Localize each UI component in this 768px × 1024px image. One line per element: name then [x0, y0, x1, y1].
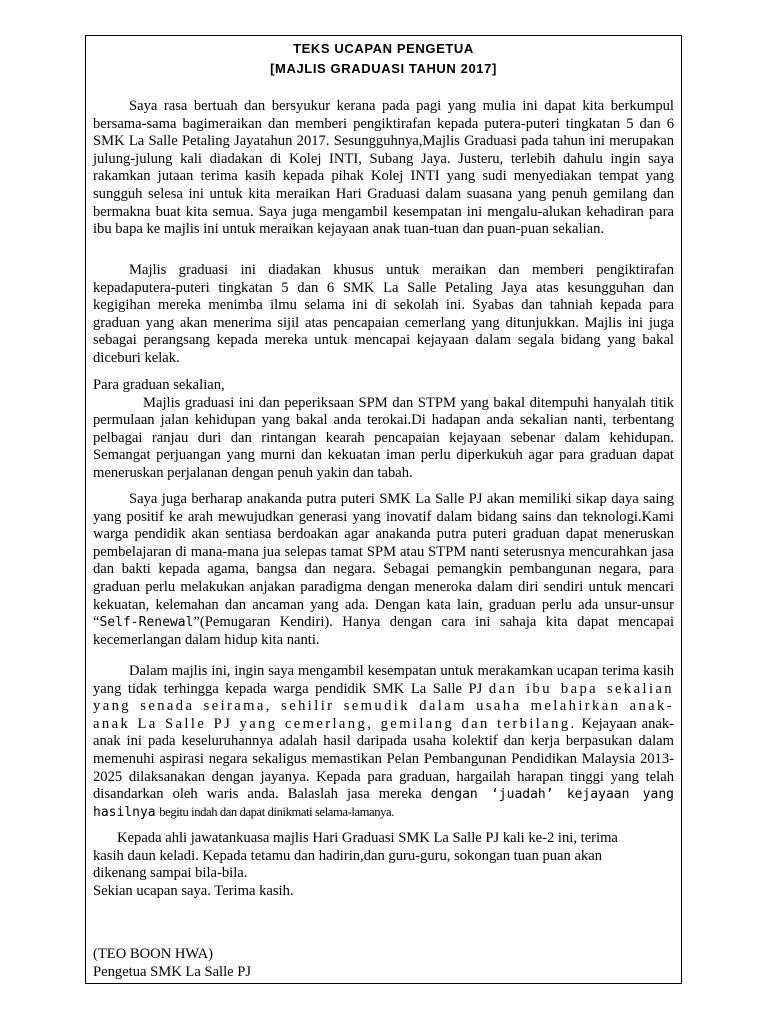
paragraph-3-body: Majlis graduasi ini dan peperiksaan SPM dan STPM yang bakal ditempuhi hanyalah titik permulaan jalan kehidupan yang bakal anda terokai.Di hadapan anda sekalian nanti, terbentang pelbagai ranjau duri dan rintangan kearah pencapaian kejayaan sebenar dalam kehidupan. Semangat perjuangan yang murni dan kekuatan iman perlu diperkukuh agar para graduan dapat meneruskan perjalanan dengan penuh yakin dan tabah.: [93, 394, 674, 481]
paragraph-1: Saya rasa bertuah dan bersyukur kerana pada pagi yang mulia ini dapat kita berkumpul bersama-sama bagimeraikan dan memberi pengiktirafan kepada putera-puteri tingkatan 5 dan 6 SMK La Salle Petaling Jayatahun 2017. Sesungguhnya,Majlis Graduasi pada tahun ini merupakan julung-julung kali diadakan di Kolej INTI, Subang Jaya. Justeru, terlebih dahulu ingin saya rakamkan jutaan terima kasih kepada pihak Kolej INTI yang sudi menyediakan tempat yang sungguh selesa ini untuk kita meraikan Hari Graduasi dalam suasana yang penuh gemilang dan bermakna buat kita semua. Saya juga mengambil kesempatan ini mengalu-alukan kehadiran para ibu bapa ke majlis ini untuk meraikan kejayaan anak tuan-tuan dan puan-puan sekalian.: [93, 98, 674, 238]
paragraph-5-spaced: dan ibu bapa sekalian yang senada seirama, sehilir semudik dalam usaha melahirkan anak-anak La Salle PJ yang cemerlang, gemilang dan terbilang.: [93, 680, 674, 732]
paragraph-6: [93, 830, 674, 900]
paragraph-5-mono: dengan ‘juadah’ kejayaan yang hasilnya: [93, 787, 674, 820]
paragraph-6-line-4: Sekian ucapan saya. Terima kasih.: [93, 882, 294, 899]
signature-title: Pengetua SMK La Salle PJ: [93, 963, 252, 980]
paragraph-4-text-a: Saya juga berharap anakanda putra puteri SMK La Salle PJ akan memiliki sikap daya saing yang positif ke arah mewujudkan generasi yang inovatif dalam bidang sains dan teknologi.Kami warga pendidik akan sentiasa berdoakan agar anakanda putra puteri graduan dapat meneruskan pembelajaran di mana-mana jua selepas tamat SPM atau STPM nanti seterusnya mencurahkan jasa dan bakti kepada agama, bangsa dan negara. Sebagai pemangkin pembangunan negara, para graduan perlu melakukan anjakan paradigma dengan meneroka dalam diri sendiri untuk mencari kekuatan, kelemahan dan ancaman yang ada. Dengan kata lain, graduan perlu ada unsur-unsur “: [93, 491, 674, 631]
paragraph-3-greeting: Para graduan sekalian,: [93, 377, 225, 393]
paragraph-5-text-a: Dalam majlis ini, ingin saya mengambil kesempatan untuk merakamkan ucapan terima kasih yang tidak terhingga kepada warga pendidik SMK La Salle PJ: [93, 663, 674, 697]
paragraph-6-line-2: kasih daun keladi. Kepada tetamu dan hadirin,dan guru-guru, sokongan tuan puan akan: [93, 847, 603, 864]
paragraph-4-text-b: ”(Pemugaran Kendiri). Hanya dengan cara ini sahaja kita dapat mencapai kecemerlangan dalam hidup kita nanti.: [93, 614, 674, 648]
signature-block: [93, 946, 674, 981]
paragraph-4-mono: Self-Renewal: [99, 615, 194, 631]
paragraph-4: [93, 491, 674, 649]
paragraph-5-text-b: Kejayaan anak-anak ini pada keseluruhannya adalah hasil daripada usaha kolektif dan kerja berpasukan dalam memenuhi aspirasi negara sekaligus memastikan Pelan Pembangunan Pendidikan Malaysia 2013-2025 dilaksanakan dengan jayanya. Kepada para graduan, hargailah harapan tinggi yang telah disandarkan oleh waris anda. Balaslah jasa mereka: [93, 715, 675, 803]
document-title: TEKS UCAPAN PENGETUA: [293, 41, 474, 56]
paragraph-5-small: begitu indah dan dapat dinikmati selama-lamanya.: [159, 804, 394, 819]
paragraph-6-line-3: dikenang sampai bila-bila.: [93, 865, 248, 882]
signature-name: (TEO BOON HWA): [93, 946, 213, 962]
paragraph-6-line-1: Kepada ahli jawatankuasa majlis Hari Graduasi SMK La Salle PJ kali ke-2 ini, terima: [117, 830, 618, 846]
paragraph-3: [93, 377, 674, 483]
document-subtitle: [MAJLIS GRADUASI TAHUN 2017]: [270, 61, 497, 76]
paragraph-2: Majlis graduasi ini diadakan khusus untuk meraikan dan memberi pengiktirafan kepadaputera-puteri tingkatan 5 dan 6 SMK La Salle Petaling Jaya atas kesungguhan dan kegigihan mereka menimba ilmu selama ini di sekolah ini. Syabas dan tahniah kepada para graduan yang akan menerima sijil atas pencapaian cemerlang yang ditunjukkan. Majlis ini juga sebagai perangsang kepada mereka untuk mencapai kejayaan dalam segala bidang yang bakal diceburi kelak.: [93, 262, 674, 366]
paragraph-5: [93, 663, 674, 821]
